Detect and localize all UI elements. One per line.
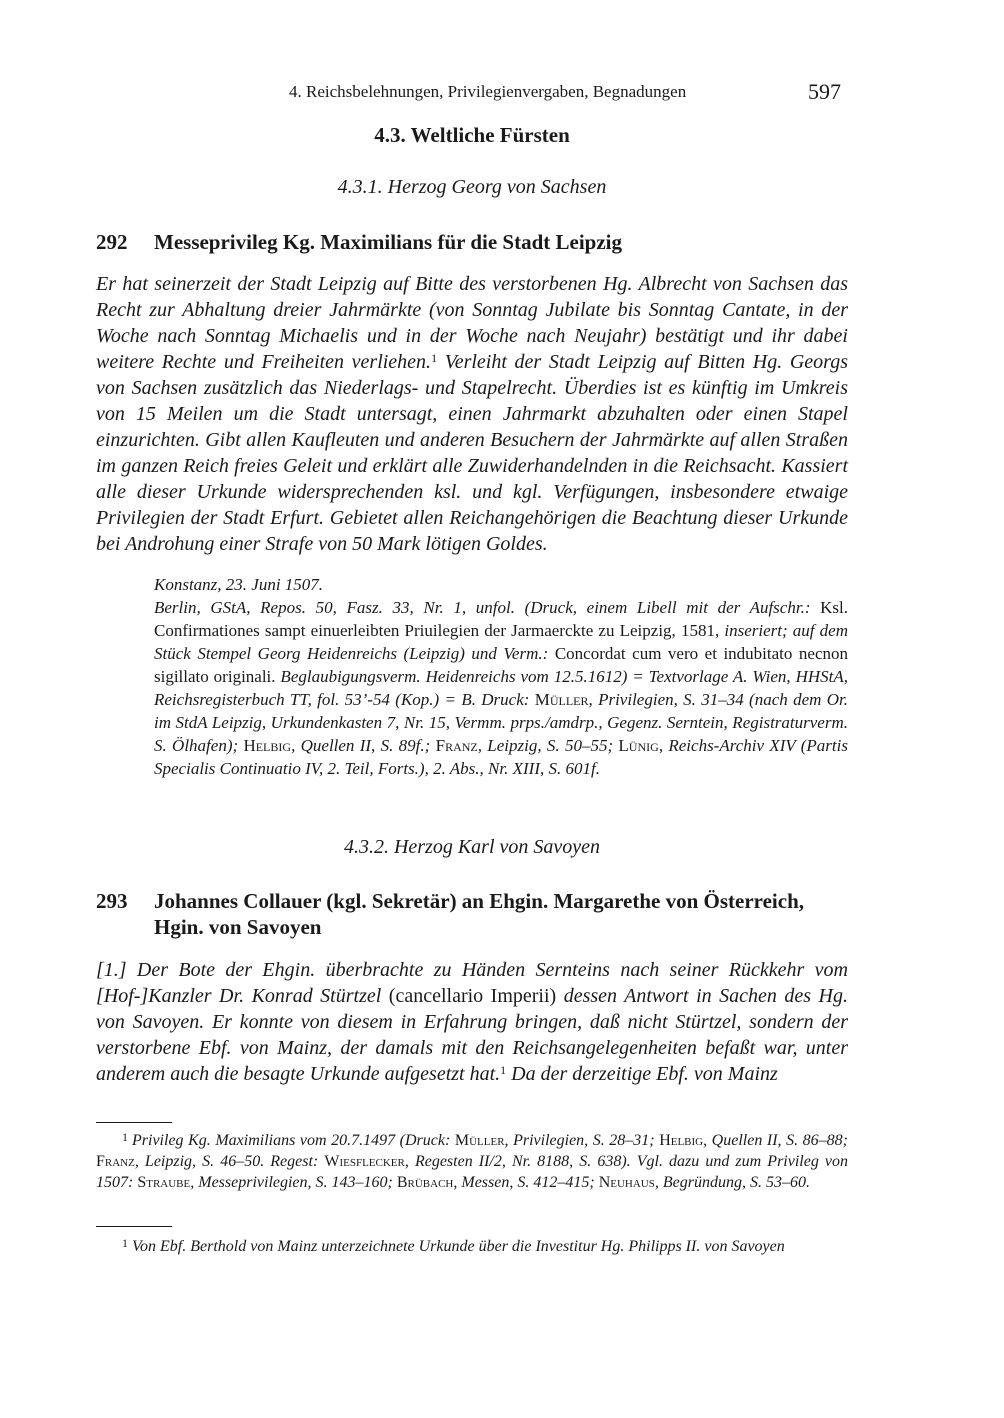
source-text: Berlin, GStA, Repos. 50, Fasz. 33, Nr. 1, unfol. (Druck, einem Libell mit der Aufschr.: [154, 598, 821, 617]
running-title: 4. Reichsbelehnungen, Privilegienvergaben, Begnadungen [289, 82, 687, 101]
author-name: Franz [96, 1153, 135, 1170]
footnote-292 [96, 1127, 848, 1193]
author-name: Brübach [396, 1174, 454, 1191]
entry-292-dating: Konstanz, 23. Juni 1507. [154, 575, 324, 594]
footnote-reference: 1 [431, 351, 438, 365]
author-name: Helbig [659, 1132, 704, 1149]
regest-text: Verleiht der Stadt Leipzig auf Bitten Hg. Georgs von Sachsen zusätzlich das Niederlags- und Stapelrecht. Überdies ist es künftig im Umkreis von 15 Meilen um die Stadt untersagt, einen Jahrmarkt abzuhalten oder einen Stapel einzurichten. Gibt allen Kaufleuten und anderen Besuchern der Jahrmärkte auf allen Straßen im ganzen Reich freies Geleit und erklärt alle Zuwiderhandelnden in die Reichsacht. Kassiert alle dieser Urkunde widersprechenden ksl. und kgl. Verfügungen, insbesondere etwaige Privilegien der Stadt Erfurt. Gebietet allen Reichangehörigen die Beachtung dieser Urkunde bei Androhung einer Strafe von 50 Mark lötigen Goldes. [96, 351, 848, 555]
footnote-reference: 1 [500, 1063, 507, 1077]
subsection-title-savoyen: 4.3.2. Herzog Karl von Savoyen [343, 836, 601, 858]
source-quote: Concordat cum vero et indubitato necnon sigillato originali. [154, 644, 848, 686]
regest-text: Er hat seinerzeit der Stadt Leipzig auf Bitte des verstorbenen Hg. Albrecht von Sachsen das Recht zur Abhaltung dreier Jahrmärkte (von Sonntag Jubilate bis Sonntag Cantate, in der Woche nach Sonntag Michaelis und in der Woche nach Neujahr) bestätigt und ihr dabei weitere Rechte und Freiheiten verliehen. [96, 273, 848, 373]
footnote-text: , Quellen II, S. 86–88; [703, 1132, 848, 1149]
footnote-rule [96, 1226, 172, 1227]
entry-292-source [154, 596, 848, 780]
author-name: Straube [137, 1174, 191, 1191]
author-name: Müller [534, 690, 589, 709]
source-text: , Privilegien, S. 31–34 (nach dem Or. im StdA Leipzig, Urkundenkasten 7, Nr. 15, Vermm. prps./amdrp., Gegenz. Serntein, Registraturverm. S. Ölhafen); [154, 690, 848, 755]
author-name: Franz [435, 736, 478, 755]
entry-title: Johannes Collauer (kgl. Sekretär) an Ehgin. Margarethe von Österreich, Hgin. von Savoyen [154, 889, 805, 939]
footnote-text: , Privilegien, S. 28–31; [504, 1132, 660, 1149]
entry-number: 293 [96, 889, 128, 913]
footnote-text: , Regesten II/2, Nr. 8188, S. 638). Vgl. dazu und zum Privileg von 1507: [96, 1153, 849, 1191]
footnote-text: , Leipzig, S. 46–50. Regest: [134, 1153, 325, 1170]
subsection-title-sachsen: 4.3.1. Herzog Georg von Sachsen [337, 176, 607, 198]
author-name: Müller [454, 1132, 505, 1149]
entry-292-regest [96, 271, 848, 557]
footnote-text: Privileg Kg. Maximilians vom 20.7.1497 (Druck: [132, 1132, 455, 1149]
page-number: 597 [808, 79, 841, 104]
author-name: Helbig [243, 736, 292, 755]
entry-293-heading [96, 888, 848, 940]
source-text: , Reichs-Archiv XIV (Partis Specialis Continuatio IV, 2. Teil, Forts.), 2. Abs., Nr. XIII, S. 601f. [154, 736, 848, 778]
footnote-rule [96, 1122, 172, 1123]
regest-text: dessen Antwort in Sachen des Hg. von Savoyen. Er konnte von diesem in Erfahrung bringen, daß nicht Stürtzel, sondern der verstorbene Ebf. von Mainz, der damals mit den Reichsangelegenheiten befaßt war, unter anderem auch die besagte Urkunde aufgesetzt hat. [96, 985, 849, 1085]
entry-293-regest [96, 957, 848, 1087]
source-text: , Quellen II, S. 89f.; [291, 736, 436, 755]
footnote-text: Von Ebf. Berthold von Mainz unterzeichnete Urkunde über die Investitur Hg. Philipps II. von Savoyen [132, 1238, 785, 1255]
footnote-293 [96, 1233, 848, 1257]
author-name: Neuhaus [598, 1174, 655, 1191]
source-quote: Ksl. Confirmationes sampt einuerleibten Priuilegien der Jarmaerckte zu Leipzig, 1581, [154, 598, 848, 640]
footnote-mark: 1 [122, 1130, 128, 1144]
author-name: Wiesflecker [324, 1153, 405, 1170]
source-text: Beglaubigungsverm. Heidenreichs vom 12.5.1612) = Textvorlage A. Wien, HHStA, Reichsregisterbuch TT, fol. 53’-54 (Kop.) = B. Druck: [154, 667, 848, 709]
entry-title: Messeprivileg Kg. Maximilians für die Stadt Leipzig [154, 230, 623, 254]
footnote-text: , Messen, S. 412–415; [453, 1174, 599, 1191]
source-text: inseriert; auf dem Stück Stempel Georg Heidenreichs (Leipzig) und Verm.: [154, 621, 848, 663]
latin-quote: (cancellario Imperii) [388, 985, 557, 1007]
footnote-text: , Begründung, S. 53–60. [654, 1174, 810, 1191]
section-title: 4.3. Weltliche Fürsten [374, 123, 570, 147]
entry-number: 292 [96, 230, 128, 254]
regest-text: [1.] Der Bote der Ehgin. überbrachte zu Händen Sernteins nach seiner Rückkehr vom [Hof-]Kanzler Dr. Konrad Stürtzel [96, 959, 848, 1007]
author-name: Lünig [618, 736, 659, 755]
entry-292-heading [96, 229, 848, 255]
regest-text: Da der derzeitige Ebf. von Mainz [506, 1063, 778, 1085]
footnote-mark: 1 [122, 1236, 128, 1250]
source-text: , Leipzig, S. 50–55; [477, 736, 619, 755]
footnote-text: , Messeprivilegien, S. 143–160; [190, 1174, 397, 1191]
